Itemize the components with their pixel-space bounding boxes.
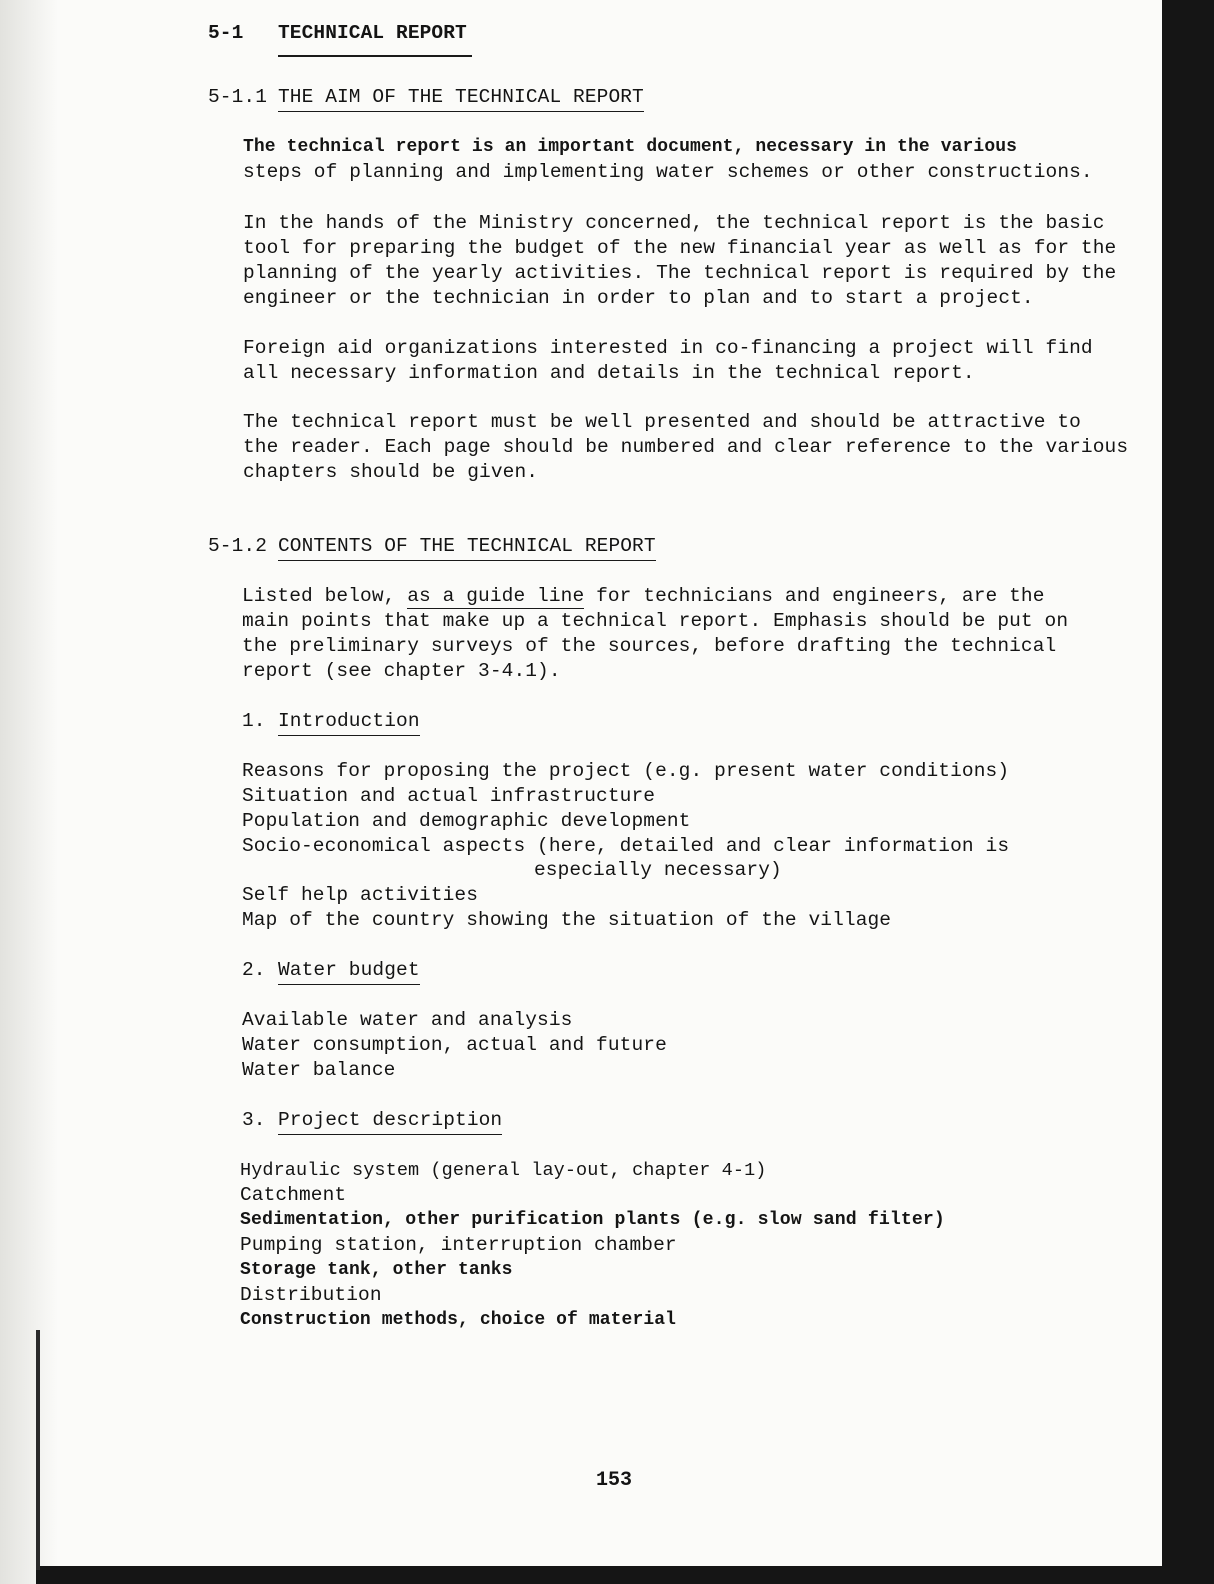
contents-intro-line4: report (see chapter 3-4.1). <box>242 660 561 682</box>
scan-border-bottom <box>36 1566 1214 1584</box>
item-3-number: 3. <box>242 1109 266 1131</box>
scan-border-right <box>1162 0 1214 1584</box>
aim-p3-line2: all necessary information and details in the technical report. <box>243 362 975 384</box>
aim-p2-line3: planning of the yearly activities. The technical report is required by the <box>243 262 1117 284</box>
page-number: 153 <box>596 1469 633 1492</box>
item-2-title: Water budget <box>278 958 420 985</box>
intro-text-before: Listed below, <box>242 585 408 607</box>
item-1-line: Self help activities <box>242 884 479 906</box>
item-1-line: Situation and actual infrastructure <box>242 785 656 807</box>
item-2-line: Water consumption, actual and future <box>242 1034 667 1056</box>
item-1-number: 1. <box>242 710 266 732</box>
contents-intro-line3: the preliminary surveys of the sources, before drafting the technical <box>242 635 1057 657</box>
item-1-line: Reasons for proposing the project (e.g. present water conditions) <box>242 760 1010 782</box>
item-3-line: Pumping station, interruption chamber <box>240 1234 677 1256</box>
contents-intro-line2: main points that make up a technical report. Emphasis should be put on <box>242 610 1069 632</box>
aim-p1-line2: steps of planning and implementing water schemes or other constructions. <box>243 161 1093 183</box>
item-1-line: Socio-economical aspects (here, detailed and clear information is <box>242 835 1010 857</box>
item-2-line: Water balance <box>242 1059 396 1081</box>
item-3-line: Hydraulic system (general lay-out, chapter 4-1) <box>240 1160 767 1181</box>
item-3-line: Distribution <box>240 1284 382 1306</box>
aim-p4-line2: the reader. Each page should be numbered and clear reference to the various <box>243 436 1129 458</box>
item-1-line: especially necessary) <box>534 859 782 881</box>
item-2-number: 2. <box>242 959 266 981</box>
guide-line-emphasis: as a guide line <box>407 585 585 607</box>
item-3-title: Project description <box>278 1108 502 1135</box>
item-1-title: Introduction <box>278 709 420 736</box>
section-title-rule <box>278 55 472 57</box>
section-title: TECHNICAL REPORT <box>278 22 467 44</box>
contents-intro-line1 <box>242 584 1045 609</box>
intro-text-after: for technicians and engineers, are the <box>584 585 1045 607</box>
item-3-line: Construction methods, choice of material <box>240 1310 677 1330</box>
item-3-line: Catchment <box>240 1184 347 1206</box>
item-1-line: Population and demographic development <box>242 810 691 832</box>
item-3-line: Sedimentation, other purification plants (e.g. slow sand filter) <box>240 1210 945 1230</box>
aim-p4-line3: chapters should be given. <box>243 461 539 483</box>
aim-p2-line2: tool for preparing the budget of the new financial year as well as for the <box>243 237 1117 259</box>
aim-p4-line1: The technical report must be well presented and should be attractive to <box>243 411 1081 433</box>
contents-number: 5-1.2 <box>208 535 268 557</box>
aim-p3-line1: Foreign aid organizations interested in co-financing a project will find <box>243 337 1093 359</box>
item-1-line: Map of the country showing the situation of the village <box>242 909 892 931</box>
aim-number: 5-1.1 <box>208 86 268 108</box>
aim-heading: THE AIM OF THE TECHNICAL REPORT <box>278 85 644 112</box>
item-2-line: Available water and analysis <box>242 1009 573 1031</box>
aim-p2-line1: In the hands of the Ministry concerned, the technical report is the basic <box>243 212 1105 234</box>
section-number: 5-1 <box>208 22 244 44</box>
item-3-line: Storage tank, other tanks <box>240 1260 513 1280</box>
aim-p2-line4: engineer or the technician in order to plan and to start a project. <box>243 287 1034 309</box>
contents-heading: CONTENTS OF THE TECHNICAL REPORT <box>278 534 656 561</box>
aim-p1-line1: The technical report is an important document, necessary in the various <box>243 137 1018 157</box>
